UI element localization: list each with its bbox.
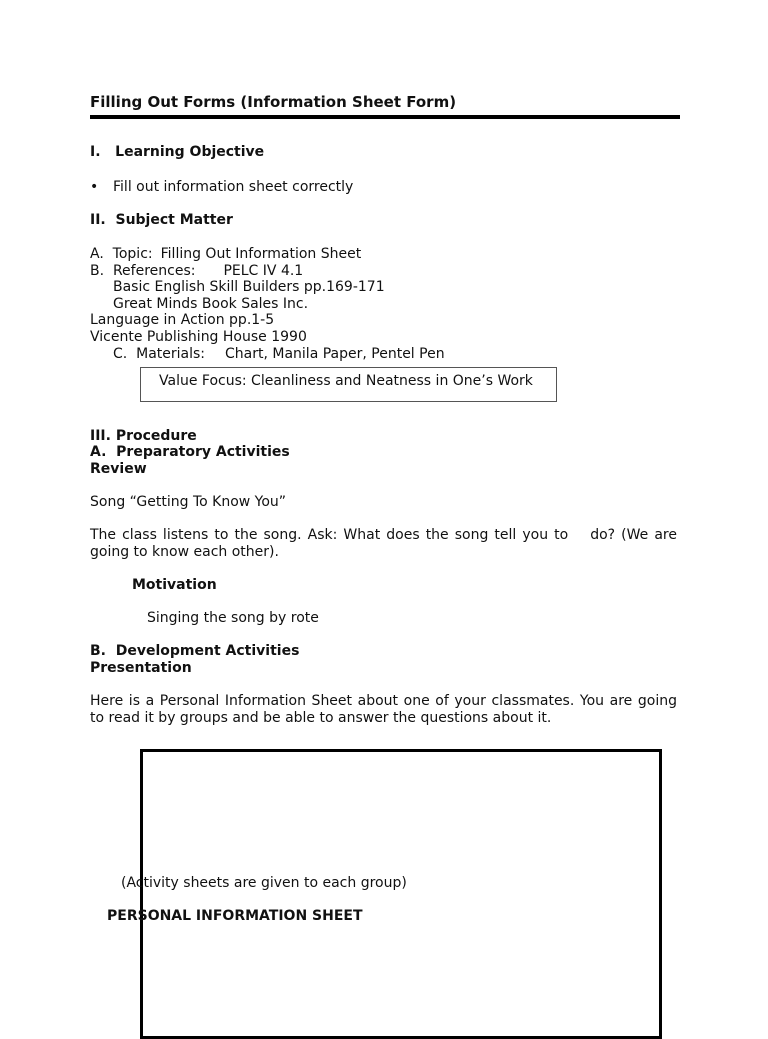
value-focus-text: Value Focus: Cleanliness and Neatness in One’s Work xyxy=(159,373,533,389)
reference-book-1: Basic English Skill Builders pp.169-171 xyxy=(113,279,385,295)
song-title: Song “Getting To Know You” xyxy=(90,494,287,510)
activity-note: (Activity sheets are given to each group) xyxy=(121,875,407,891)
reference-publisher-1: Great Minds Book Sales Inc. xyxy=(113,296,309,312)
topic-line xyxy=(90,246,361,263)
value-focus-box xyxy=(140,367,557,402)
heading-review: Review xyxy=(90,461,147,477)
heading-subject-matter: II. Subject Matter xyxy=(90,212,233,228)
heading-preparatory-activities: A. Preparatory Activities xyxy=(90,444,290,460)
song-paragraph xyxy=(90,527,677,561)
song-paragraph-part2: do? (We are going to know each other). xyxy=(90,527,677,560)
heading-learning-objective: I. Learning Objective xyxy=(90,144,265,160)
page-title: Filling Out Forms (Information Sheet Form) xyxy=(90,93,457,111)
materials-value: Chart, Manila Paper, Pentel Pen xyxy=(225,346,445,362)
information-sheet-frame xyxy=(140,749,662,1039)
heading-development-activities: B. Development Activities xyxy=(90,643,300,659)
reference-publisher-2: Vicente Publishing House 1990 xyxy=(90,329,307,345)
heading-presentation: Presentation xyxy=(90,660,192,676)
topic-label: A. Topic: xyxy=(90,246,153,262)
references-line xyxy=(90,263,303,280)
reference-book-2: Language in Action pp.1-5 xyxy=(90,312,275,328)
materials-line xyxy=(113,346,445,363)
personal-information-sheet-heading: PERSONAL INFORMATION SHEET xyxy=(107,908,363,924)
topic-value: Filling Out Information Sheet xyxy=(160,246,362,262)
bullet-icon: • xyxy=(90,179,99,195)
song-paragraph-part1: The class listens to the song. Ask: What does the song tell you to xyxy=(90,527,569,543)
objective-item: Fill out information sheet correctly xyxy=(113,179,354,195)
references-value: PELC IV 4.1 xyxy=(223,263,304,279)
heading-procedure: III. Procedure xyxy=(90,428,197,444)
materials-label: C. Materials: xyxy=(113,346,206,362)
heading-motivation: Motivation xyxy=(132,577,217,593)
motivation-text: Singing the song by rote xyxy=(147,610,319,626)
presentation-paragraph: Here is a Personal Information Sheet about one of your classmates. You are going to read it by groups and be able to answer the questions about it. xyxy=(90,693,677,726)
references-label: B. References: xyxy=(90,263,196,279)
title-divider xyxy=(90,115,680,119)
